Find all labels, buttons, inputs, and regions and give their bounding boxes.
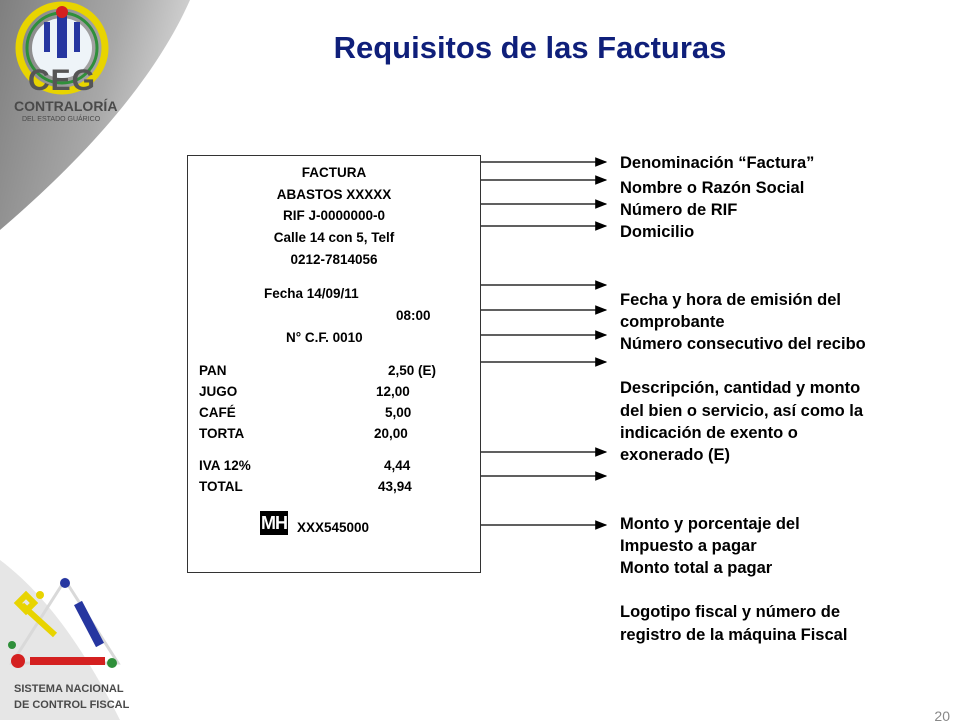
logo-line2: DEL ESTADO GUÁRICO [22,116,101,123]
total-value: 43,94 [378,479,412,494]
invoice-header-line: RIF J-0000000-0 [282,208,386,223]
item-value: 5,00 [385,405,412,420]
label-monto-porcentaje: Monto y porcentaje del [620,515,800,533]
sistema-line2: DE CONTROL FISCAL [14,699,130,711]
label-rif: Número de RIF [620,201,738,219]
invoice-numero: N° C.F. 0010 [286,330,363,345]
iva-label: IVA 12% [199,458,251,473]
label-bien-servicio: del bien o servicio, así como la [620,402,864,420]
item-name: CAFÉ [199,405,236,420]
invoice-header-line: 0212-7814056 [290,252,378,267]
label-domicilio: Domicilio [620,223,695,241]
invoice-fecha: Fecha 14/09/11 [264,286,359,301]
item-value: 2,50 (E) [388,363,437,378]
fiscal-mh-logo: MH [261,513,287,533]
invoice-header-line: Calle 14 con 5, Telf [273,230,395,245]
logo-line1: CONTRALORÍA [14,98,118,114]
label-fecha-hora: Fecha y hora de emisión del [620,291,841,309]
label-exento: indicación de exento o [620,424,798,442]
page-title: Requisitos de las Facturas [333,30,727,65]
label-consecutivo: Número consecutivo del recibo [620,335,866,353]
item-name: JUGO [199,384,238,399]
page-number: 20 [934,708,950,724]
label-monto-total: Monto total a pagar [620,559,773,577]
item-name: TORTA [199,426,245,441]
label-descripcion: Descripción, cantidad y monto [620,379,861,397]
label-comprobante: comprobante [620,313,725,331]
label-logotipo: Logotipo fiscal y número de [620,603,841,621]
label-registro-maquina: registro de la máquina Fiscal [620,626,848,644]
label-denominacion: Denominación “Factura” [620,154,815,172]
item-value: 12,00 [376,384,410,399]
total-label: TOTAL [199,479,243,494]
item-name: PAN [199,363,227,378]
invoice-hora: 08:00 [396,308,431,323]
invoice-header-line: FACTURA [301,165,367,180]
logo-mark: CEG [28,64,97,97]
label-impuesto: Impuesto a pagar [620,537,757,555]
label-nombre: Nombre o Razón Social [620,179,805,197]
label-exonerado: exonerado (E) [620,446,731,464]
iva-value: 4,44 [384,458,411,473]
sistema-line1: SISTEMA NACIONAL [14,683,124,695]
registro-fiscal: XXX545000 [297,520,370,535]
item-value: 20,00 [374,426,408,441]
invoice-header-line: ABASTOS XXXXX [276,187,392,202]
